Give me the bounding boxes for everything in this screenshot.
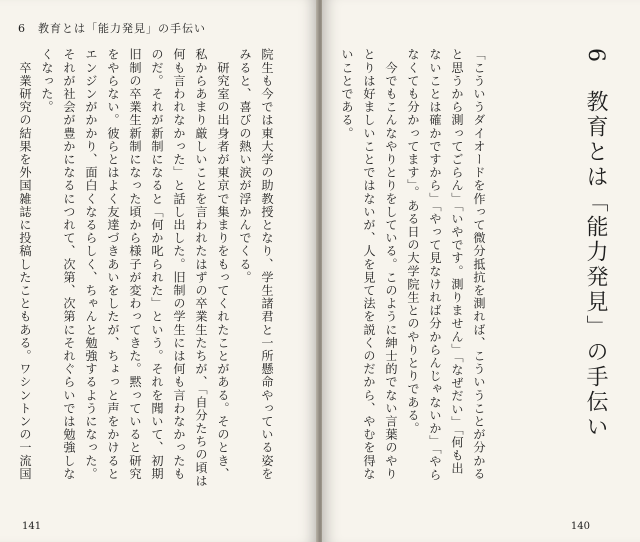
page-number-right: 140	[570, 521, 590, 532]
left-page-body: 院生も今では東大学の助教授となり、学生諸君と一所懸命やっている姿をみると、喜びの熱い涙が浮かんでくる。 研究室の出身者が東京で集まりをもってくれたことがある。そのとき、私からあまり厳しいことを言われたはずの卒業生たちが、「自分たちの頃は何も言われなかった」と話し出した。旧制の学生には何も言わなかったものだ。それが新制になると「何か叱られた」という。それを聞いて、初期旧制の卒業生新制になった頃から様子が変わってきた。黙っていると研究をやらない。彼らとはよく友達づきあいをしたが、ちょっと声をかけるとエンジンがかかり、面白くなるらしく、ちゃんと勉強するようになった。それが社会が豊かになるにつれて、次第、次第にそれぐらいでは勉強しなくなった。 卒業研究の結果を外国雑誌に投稿したこともある。ワシントンの一流国	[18, 48, 274, 488]
right-page-body: 「こういうダイオードを作って微分抵抗を測れば、こういうことが分かると思うから測ってごらん」「いやです。測りません」「なぜだい」「何も出ないことは確かですから」「やって見なければ分からんじゃないか」「やらなくても分かってます」。ある日の大学院生とのやりとりである。 今でもこんなやりとりをしている。このように紳士的でない言葉のやりとりは好ましいことではないが、人を見て法を説くのだから、やむを得ないことである。	[340, 48, 486, 482]
right-page	[322, 0, 640, 542]
page-number-left: 141	[22, 521, 42, 532]
left-page	[0, 0, 318, 542]
running-head: 6 教育とは「能力発見」の手伝い	[18, 22, 206, 35]
chapter-title: 6 教育とは「能力発見」の手伝い	[583, 48, 608, 440]
